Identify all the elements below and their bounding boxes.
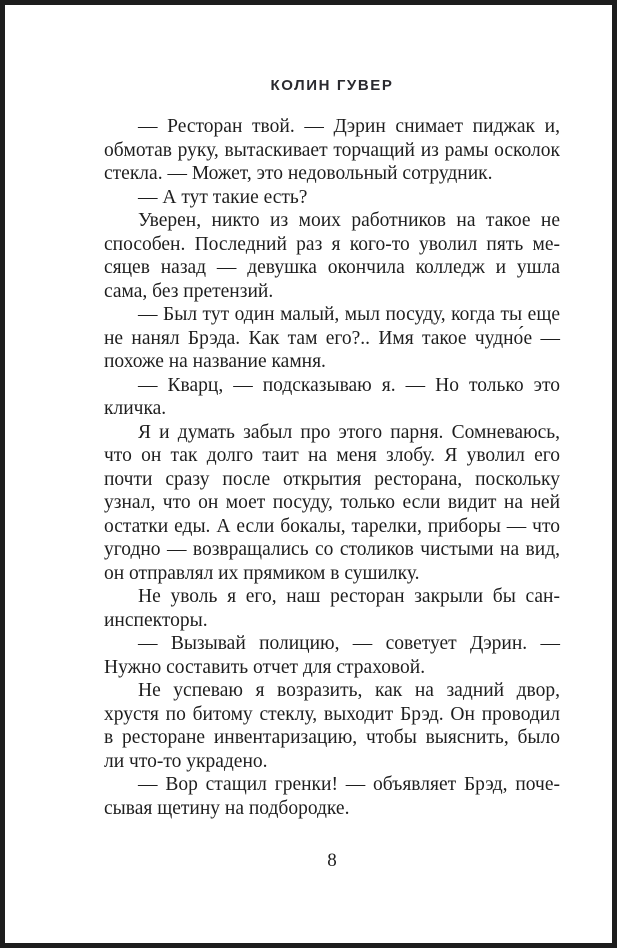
paragraph: Я и думать забыл про этого парня. Сомневаюсь, что он так долго таит на меня злобу. Я уволил его почти сразу после открытия ресторана, поскольку узнал, что он моет посуду, только если видит на ней остатки еды. А если бокалы, тарелки, приборы — что угодно — возвращались со столиков чистыми на вид, он отправлял их прямиком в сушилку. (104, 421, 560, 584)
paragraph: Не уволь я его, наш ресторан закрыли бы санинспекторы. (104, 586, 560, 631)
paragraph: Не успеваю я возразить, как на задний двор, хрустя по битому стеклу, выходит Брэд. Он проводил в ресторане инвентаризацию, чтобы выяснить, было ли что-то украдено. (104, 680, 560, 772)
paragraph: — Вор стащил гренки! — объявляет Брэд, почесывая щетину на подбородке. (104, 774, 560, 819)
text-block (104, 115, 560, 820)
paragraph: — Вызывай полицию, — советует Дэрин. — Нужно составить отчет для страховой. (104, 633, 560, 678)
paragraph: — Был тут один малый, мыл посуду, когда ты еще не нанял Брэда. Как там его?.. Имя такое чудно́е — похоже на название камня. (104, 304, 560, 372)
paragraph: — Ресторан твой. — Дэрин снимает пиджак и, обмотав руку, вытаскивает торчащий из рамы осколок стекла. — Может, это недовольный сотрудник. (104, 116, 560, 184)
page-number: 8 (327, 850, 337, 871)
paragraph: Уверен, никто из моих работников на такое не способен. Последний раз я кого-то уволил пять месяцев назад — девушка окончила колледж и ушла сама, без претензий. (104, 210, 560, 302)
paragraph: — А тут такие есть? (138, 186, 308, 208)
paragraph: — Кварц, — подсказываю я. — Но только это кличка. (104, 374, 560, 419)
running-header-author: КОЛИН ГУВЕР (270, 77, 394, 94)
